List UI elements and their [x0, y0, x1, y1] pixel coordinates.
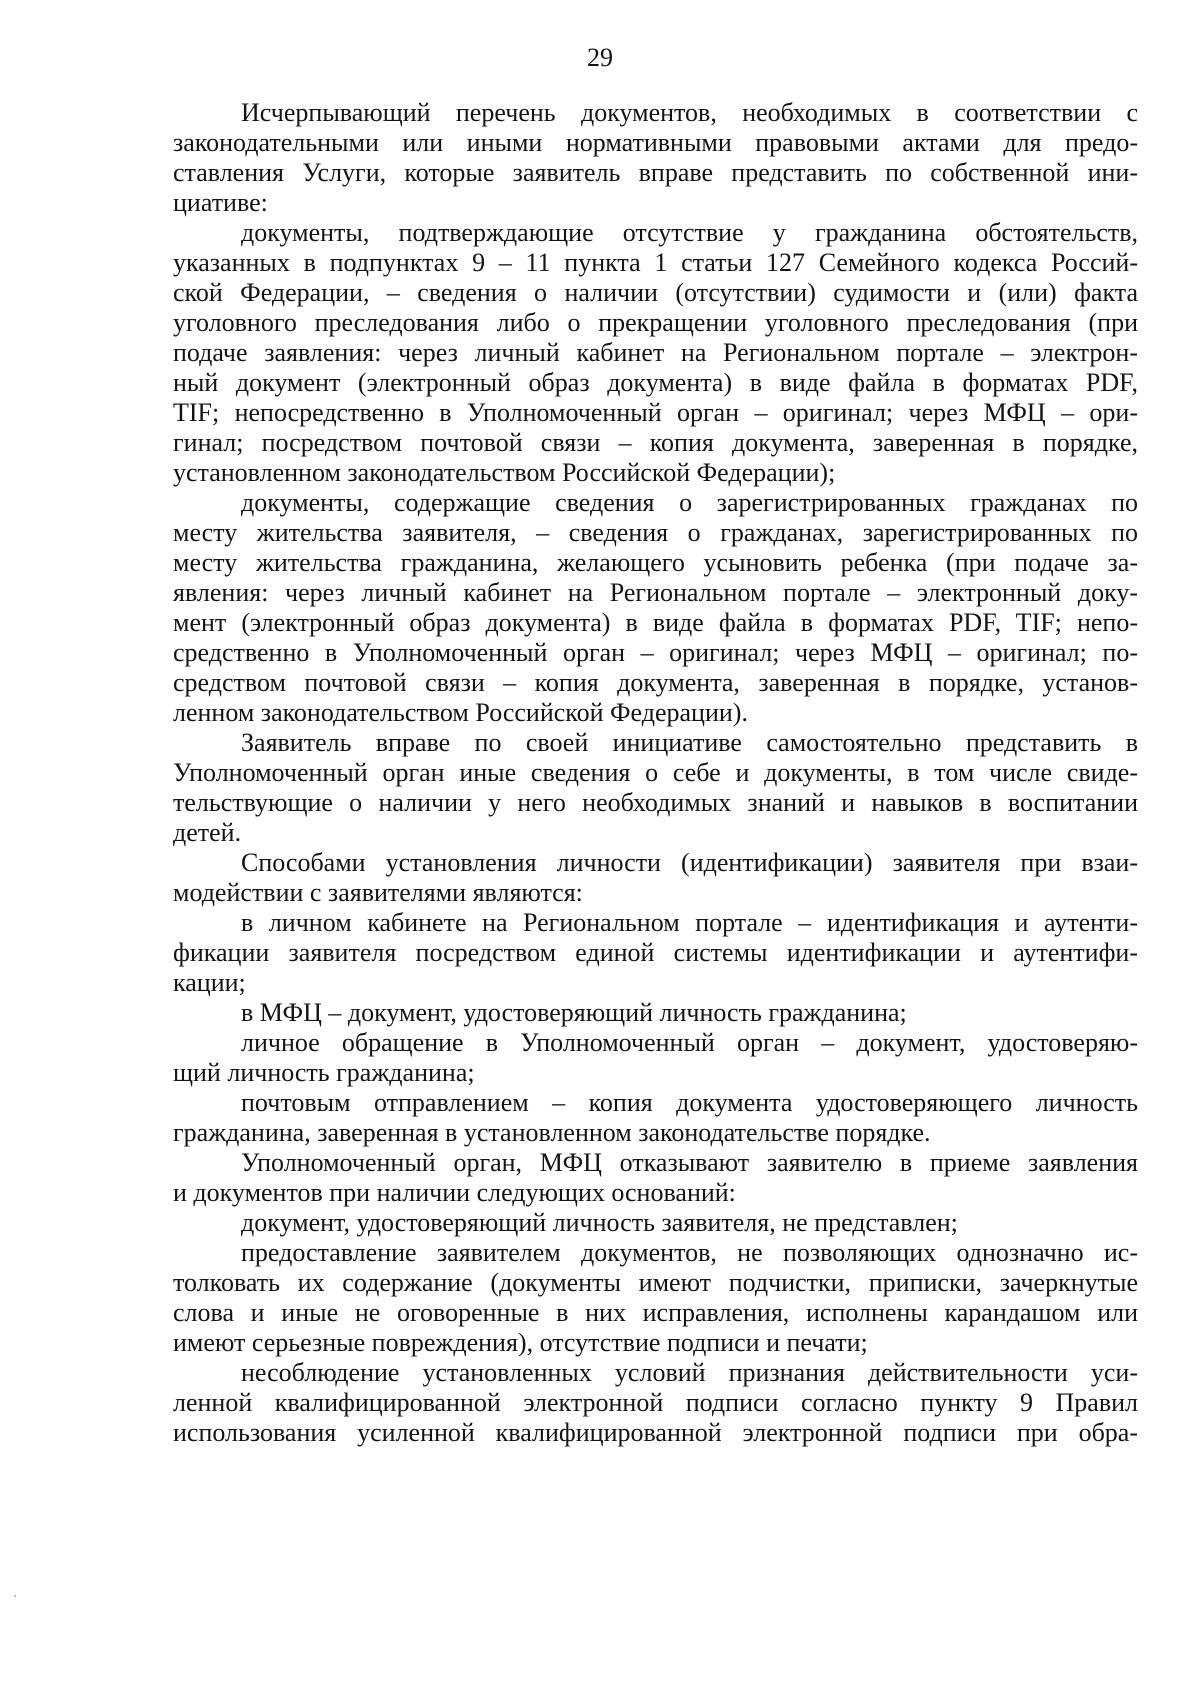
text-line: Заявитель вправе по своей инициативе самостоятельно представить в	[241, 728, 1138, 757]
text-line: ленном законодательством Российской Федерации).	[173, 698, 748, 727]
document-body	[173, 98, 1138, 1448]
text-line: гинал; посредством почтовой связи – копия документа, заверенная в порядке,	[173, 428, 1138, 457]
text-line: гражданина, заверенная в установленном законодательстве порядке.	[173, 1118, 931, 1147]
paragraph	[173, 488, 1138, 728]
text-line: детей.	[173, 818, 242, 847]
paragraph	[173, 218, 1138, 488]
paragraph	[173, 1238, 1138, 1358]
text-line: месту жительства заявителя, – сведения о гражданах, зарегистрированных по	[173, 518, 1138, 547]
text-line: использования усиленной квалифицированной электронной подписи при обра-	[173, 1418, 1138, 1447]
text-line: несоблюдение установленных условий признания действительности уси-	[241, 1358, 1138, 1387]
text-line: ленной квалифицированной электронной подписи согласно пункту 9 Правил	[173, 1388, 1138, 1417]
paragraph	[173, 1148, 1138, 1208]
text-line: Уполномоченный орган, МФЦ отказывают заявителю в приеме заявления	[241, 1148, 1138, 1177]
text-line: средственно в Уполномоченный орган – оригинал; через МФЦ – оригинал; по-	[173, 638, 1138, 667]
text-line: документ, удостоверяющий личность заявителя, не представлен;	[241, 1208, 958, 1237]
text-line: месту жительства гражданина, желающего усыновить ребенка (при подаче за-	[173, 548, 1138, 577]
text-line: законодательными или иными нормативными правовыми актами для предо-	[173, 128, 1138, 157]
text-line: мент (электронный образ документа) в виде файла в форматах PDF, TIF; непо-	[173, 608, 1138, 637]
paragraph	[173, 1028, 1138, 1088]
text-line: явления: через личный кабинет на Региональном портале – электронный доку-	[173, 578, 1138, 607]
paragraph	[173, 98, 1138, 218]
text-line: уголовного преследования либо о прекращении уголовного преследования (при	[173, 308, 1138, 337]
text-line: Исчерпывающий перечень документов, необходимых в соответствии с	[241, 98, 1138, 127]
paragraph	[173, 1358, 1138, 1448]
text-line: подаче заявления: через личный кабинет на Региональном портале – электрон-	[173, 338, 1138, 367]
page-number: 29	[587, 43, 613, 72]
paragraph	[173, 908, 1138, 998]
text-line: установленном законодательством Российской Федерации);	[173, 458, 836, 487]
text-line: документы, содержащие сведения о зарегистрированных гражданах по	[241, 488, 1138, 517]
text-line: Способами установления личности (идентификации) заявителя при взаи-	[241, 848, 1138, 877]
text-line: в МФЦ – документ, удостоверяющий личность гражданина;	[241, 998, 907, 1027]
paragraph	[173, 728, 1138, 848]
text-line: и документов при наличии следующих оснований:	[173, 1178, 736, 1207]
text-line: кации;	[173, 968, 246, 997]
text-line: щий личность гражданина;	[173, 1058, 475, 1087]
paragraph	[173, 998, 1138, 1028]
text-line: имеют серьезные повреждения), отсутствие подписи и печати;	[173, 1328, 868, 1357]
text-line: Уполномоченный орган иные сведения о себе и документы, в том числе свиде-	[173, 758, 1138, 787]
text-line: TIF; непосредственно в Уполномоченный орган – оригинал; через МФЦ – ори-	[173, 398, 1138, 427]
text-line: указанных в подпунктах 9 – 11 пункта 1 статьи 127 Семейного кодекса Россий-	[173, 248, 1138, 277]
text-line: средством почтовой связи – копия документа, заверенная в порядке, установ-	[173, 668, 1138, 697]
text-line: почтовым отправлением – копия документа удостоверяющего личность	[241, 1088, 1138, 1117]
text-line: ставления Услуги, которые заявитель вправе представить по собственной ини-	[173, 158, 1138, 187]
text-line: тельствующие о наличии у него необходимых знаний и навыков в воспитании	[173, 788, 1138, 817]
text-line: слова и иные не оговоренные в них исправления, исполнены карандашом или	[173, 1298, 1138, 1327]
paragraph	[173, 848, 1138, 908]
text-line: личное обращение в Уполномоченный орган – документ, удостоверяю-	[241, 1028, 1138, 1057]
text-line: модействии с заявителями являются:	[173, 878, 583, 907]
text-line: ской Федерации, – сведения о наличии (отсутствии) судимости и (или) факта	[173, 278, 1138, 307]
text-line: ный документ (электронный образ документа) в виде файла в форматах PDF,	[173, 368, 1138, 397]
text-line: документы, подтверждающие отсутствие у гражданина обстоятельств,	[241, 218, 1138, 247]
text-line: циативе:	[173, 188, 268, 217]
text-line: предоставление заявителем документов, не позволяющих однозначно ис-	[241, 1238, 1138, 1267]
text-line: фикации заявителя посредством единой системы идентификации и аутентифи-	[173, 938, 1138, 967]
text-line: в личном кабинете на Региональном портале – идентификация и аутенти-	[241, 908, 1138, 937]
paragraph	[173, 1088, 1138, 1148]
scan-speck	[14, 1595, 16, 1597]
text-line: толковать их содержание (документы имеют подчистки, приписки, зачеркнутые	[173, 1268, 1138, 1297]
paragraph	[173, 1208, 1138, 1238]
